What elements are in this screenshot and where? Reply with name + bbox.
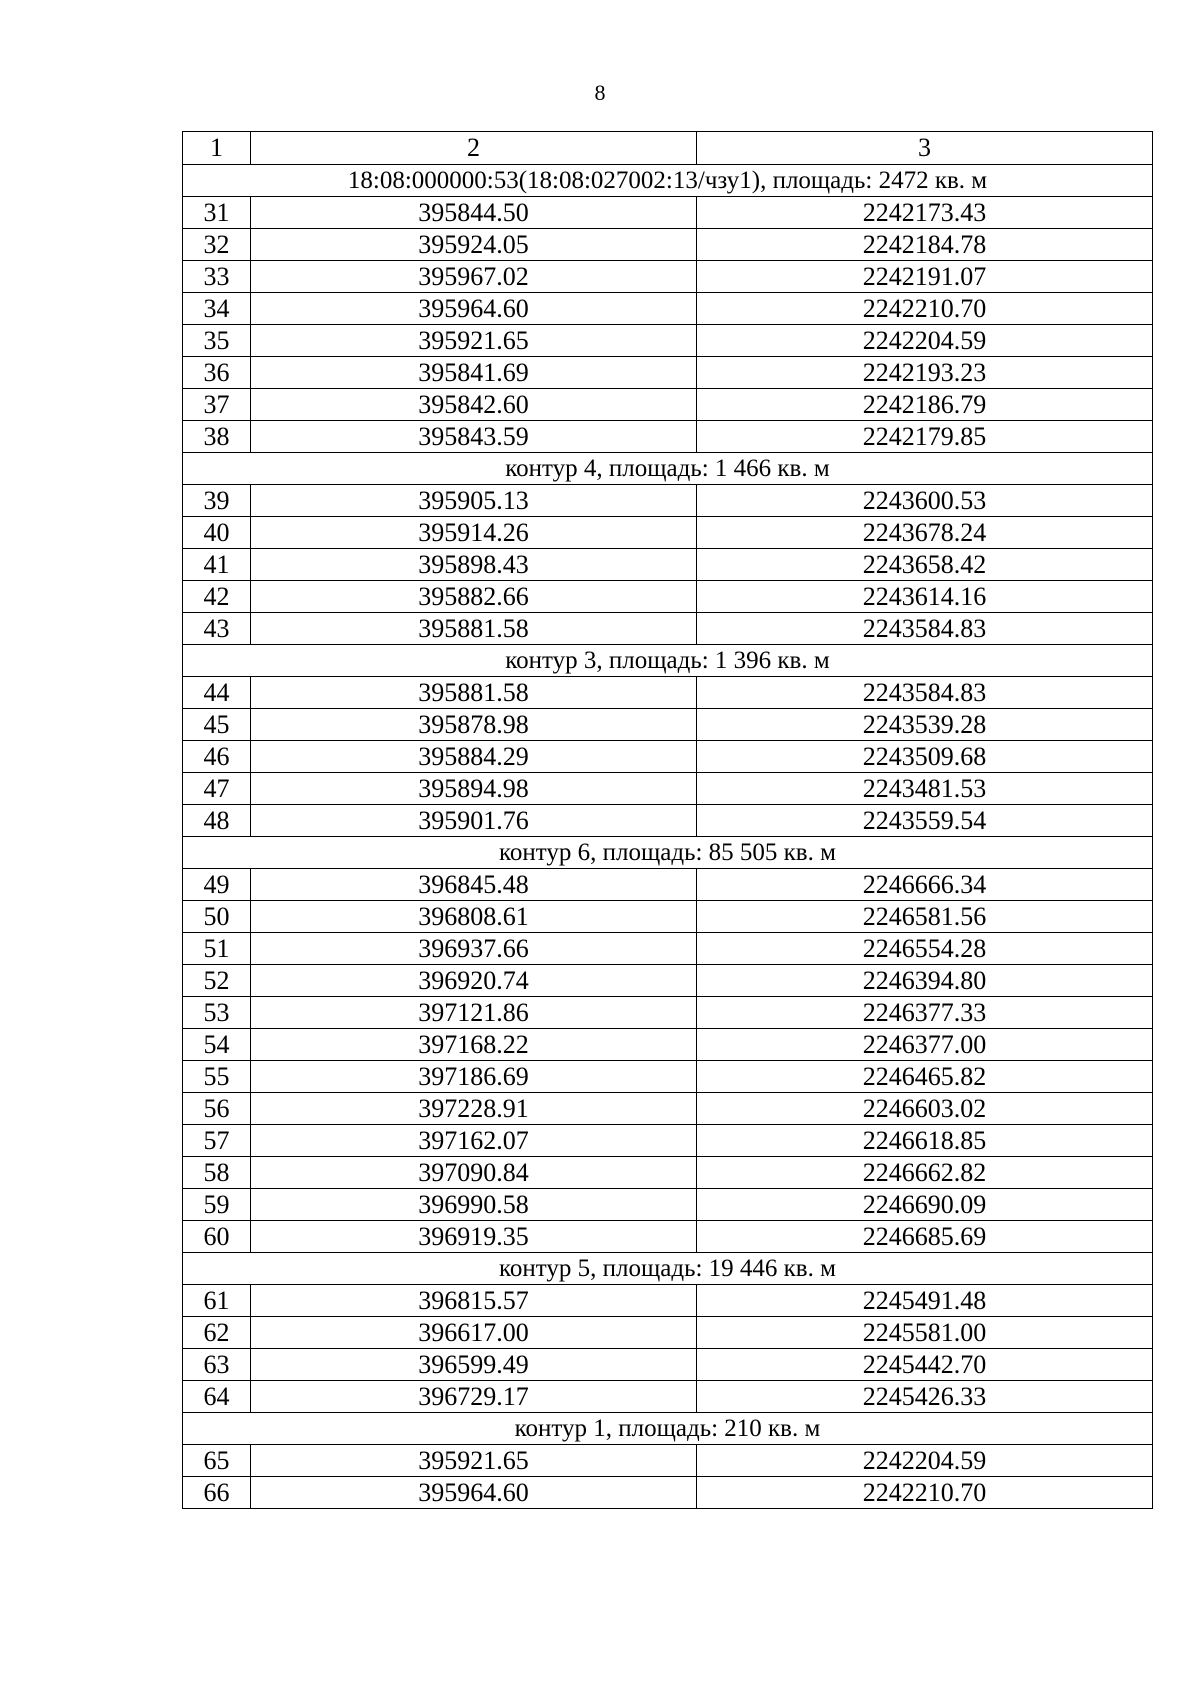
point-number-cell: 40: [183, 517, 251, 549]
column-header-y: 3: [697, 132, 1153, 165]
coordinates-table-body: [183, 132, 1153, 1509]
x-coordinate-cell: 395878.98: [251, 709, 697, 741]
y-coordinate-cell: 2246377.00: [697, 1029, 1153, 1061]
point-number-cell: 49: [183, 869, 251, 901]
x-coordinate-cell: 395881.58: [251, 613, 697, 645]
table-row: [183, 1381, 1153, 1413]
x-coordinate-cell: 396937.66: [251, 933, 697, 965]
table-row: [183, 997, 1153, 1029]
point-number-cell: 35: [183, 325, 251, 357]
y-coordinate-cell: 2243559.54: [697, 805, 1153, 837]
x-coordinate-cell: 395841.69: [251, 357, 697, 389]
y-coordinate-cell: 2246554.28: [697, 933, 1153, 965]
point-number-cell: 57: [183, 1125, 251, 1157]
point-number-cell: 38: [183, 421, 251, 453]
table-row: [183, 1029, 1153, 1061]
y-coordinate-cell: 2242173.43: [697, 197, 1153, 229]
point-number-cell: 54: [183, 1029, 251, 1061]
y-coordinate-cell: 2243584.83: [697, 677, 1153, 709]
column-header-point-number: 1: [183, 132, 251, 165]
section-title: контур 5, площадь: 19 446 кв. м: [183, 1253, 1153, 1285]
y-coordinate-cell: 2243614.16: [697, 581, 1153, 613]
y-coordinate-cell: 2245581.00: [697, 1317, 1153, 1349]
x-coordinate-cell: 397090.84: [251, 1157, 697, 1189]
y-coordinate-cell: 2242210.70: [697, 293, 1153, 325]
y-coordinate-cell: 2245491.48: [697, 1285, 1153, 1317]
table-row: [183, 1445, 1153, 1477]
x-coordinate-cell: 396920.74: [251, 965, 697, 997]
point-number-cell: 43: [183, 613, 251, 645]
point-number-cell: 44: [183, 677, 251, 709]
table-row: [183, 197, 1153, 229]
table-row: [183, 549, 1153, 581]
x-coordinate-cell: 395924.05: [251, 229, 697, 261]
column-header-x: 2: [251, 132, 697, 165]
y-coordinate-cell: 2246690.09: [697, 1189, 1153, 1221]
x-coordinate-cell: 396599.49: [251, 1349, 697, 1381]
y-coordinate-cell: 2242191.07: [697, 261, 1153, 293]
y-coordinate-cell: 2245426.33: [697, 1381, 1153, 1413]
point-number-cell: 56: [183, 1093, 251, 1125]
y-coordinate-cell: 2243481.53: [697, 773, 1153, 805]
section-title: контур 6, площадь: 85 505 кв. м: [183, 837, 1153, 869]
y-coordinate-cell: 2242184.78: [697, 229, 1153, 261]
x-coordinate-cell: 395964.60: [251, 293, 697, 325]
x-coordinate-cell: 396808.61: [251, 901, 697, 933]
x-coordinate-cell: 396990.58: [251, 1189, 697, 1221]
x-coordinate-cell: 397168.22: [251, 1029, 697, 1061]
x-coordinate-cell: 395894.98: [251, 773, 697, 805]
point-number-cell: 48: [183, 805, 251, 837]
table-row: [183, 933, 1153, 965]
point-number-cell: 33: [183, 261, 251, 293]
table-row: [183, 613, 1153, 645]
x-coordinate-cell: 395905.13: [251, 485, 697, 517]
y-coordinate-cell: 2242179.85: [697, 421, 1153, 453]
point-number-cell: 41: [183, 549, 251, 581]
x-coordinate-cell: 396919.35: [251, 1221, 697, 1253]
y-coordinate-cell: 2246377.33: [697, 997, 1153, 1029]
y-coordinate-cell: 2242193.23: [697, 357, 1153, 389]
table-row: [183, 709, 1153, 741]
x-coordinate-cell: 397121.86: [251, 997, 697, 1029]
table-row: [183, 357, 1153, 389]
y-coordinate-cell: 2243539.28: [697, 709, 1153, 741]
section-title-row: [183, 1413, 1153, 1445]
table-row: [183, 261, 1153, 293]
x-coordinate-cell: 395882.66: [251, 581, 697, 613]
table-row: [183, 677, 1153, 709]
table-row: [183, 1125, 1153, 1157]
y-coordinate-cell: 2246581.56: [697, 901, 1153, 933]
page-number: 8: [594, 80, 606, 105]
x-coordinate-cell: 395914.26: [251, 517, 697, 549]
point-number-cell: 62: [183, 1317, 251, 1349]
y-coordinate-cell: 2243678.24: [697, 517, 1153, 549]
y-coordinate-cell: 2242186.79: [697, 389, 1153, 421]
table-header-row: [183, 132, 1153, 165]
table-row: [183, 389, 1153, 421]
section-title: контур 4, площадь: 1 466 кв. м: [183, 453, 1153, 485]
x-coordinate-cell: 397228.91: [251, 1093, 697, 1125]
table-row: [183, 1285, 1153, 1317]
y-coordinate-cell: 2242204.59: [697, 1445, 1153, 1477]
section-title-row: [183, 165, 1153, 197]
y-coordinate-cell: 2243658.42: [697, 549, 1153, 581]
table-row: [183, 1477, 1153, 1509]
x-coordinate-cell: 396617.00: [251, 1317, 697, 1349]
point-number-cell: 53: [183, 997, 251, 1029]
table-row: [183, 1189, 1153, 1221]
point-number-cell: 39: [183, 485, 251, 517]
x-coordinate-cell: 395881.58: [251, 677, 697, 709]
point-number-cell: 55: [183, 1061, 251, 1093]
table-row: [183, 293, 1153, 325]
table-row: [183, 741, 1153, 773]
point-number-cell: 42: [183, 581, 251, 613]
x-coordinate-cell: 395842.60: [251, 389, 697, 421]
point-number-cell: 47: [183, 773, 251, 805]
section-title-row: [183, 837, 1153, 869]
table-row: [183, 229, 1153, 261]
table-row: [183, 869, 1153, 901]
section-title: контур 1, площадь: 210 кв. м: [183, 1413, 1153, 1445]
section-title: контур 3, площадь: 1 396 кв. м: [183, 645, 1153, 677]
point-number-cell: 32: [183, 229, 251, 261]
table-row: [183, 965, 1153, 997]
x-coordinate-cell: 395901.76: [251, 805, 697, 837]
point-number-cell: 50: [183, 901, 251, 933]
x-coordinate-cell: 395964.60: [251, 1477, 697, 1509]
x-coordinate-cell: 395921.65: [251, 1445, 697, 1477]
table-row: [183, 581, 1153, 613]
table-row: [183, 901, 1153, 933]
table-row: [183, 1061, 1153, 1093]
y-coordinate-cell: 2242210.70: [697, 1477, 1153, 1509]
point-number-cell: 52: [183, 965, 251, 997]
y-coordinate-cell: 2243509.68: [697, 741, 1153, 773]
point-number-cell: 36: [183, 357, 251, 389]
point-number-cell: 61: [183, 1285, 251, 1317]
table-row: [183, 773, 1153, 805]
point-number-cell: 51: [183, 933, 251, 965]
point-number-cell: 37: [183, 389, 251, 421]
point-number-cell: 66: [183, 1477, 251, 1509]
y-coordinate-cell: 2246685.69: [697, 1221, 1153, 1253]
point-number-cell: 34: [183, 293, 251, 325]
y-coordinate-cell: 2243600.53: [697, 485, 1153, 517]
section-title-row: [183, 645, 1153, 677]
y-coordinate-cell: 2246394.80: [697, 965, 1153, 997]
point-number-cell: 46: [183, 741, 251, 773]
point-number-cell: 65: [183, 1445, 251, 1477]
table-row: [183, 805, 1153, 837]
y-coordinate-cell: 2246618.85: [697, 1125, 1153, 1157]
y-coordinate-cell: 2246465.82: [697, 1061, 1153, 1093]
table-row: [183, 1317, 1153, 1349]
section-title-row: [183, 1253, 1153, 1285]
table-row: [183, 421, 1153, 453]
point-number-cell: 60: [183, 1221, 251, 1253]
section-title: 18:08:000000:53(18:08:027002:13/чзу1), площадь: 2472 кв. м: [183, 165, 1153, 197]
table-row: [183, 1221, 1153, 1253]
y-coordinate-cell: 2246603.02: [697, 1093, 1153, 1125]
x-coordinate-cell: 395843.59: [251, 421, 697, 453]
y-coordinate-cell: 2246666.34: [697, 869, 1153, 901]
point-number-cell: 59: [183, 1189, 251, 1221]
x-coordinate-cell: 395844.50: [251, 197, 697, 229]
x-coordinate-cell: 396815.57: [251, 1285, 697, 1317]
y-coordinate-cell: 2245442.70: [697, 1349, 1153, 1381]
table-row: [183, 485, 1153, 517]
table-row: [183, 1093, 1153, 1125]
x-coordinate-cell: 397162.07: [251, 1125, 697, 1157]
point-number-cell: 58: [183, 1157, 251, 1189]
x-coordinate-cell: 396729.17: [251, 1381, 697, 1413]
table-row: [183, 325, 1153, 357]
point-number-cell: 31: [183, 197, 251, 229]
x-coordinate-cell: 395884.29: [251, 741, 697, 773]
coordinates-table: [182, 131, 1153, 1509]
point-number-cell: 45: [183, 709, 251, 741]
x-coordinate-cell: 395967.02: [251, 261, 697, 293]
point-number-cell: 63: [183, 1349, 251, 1381]
table-row: [183, 1349, 1153, 1381]
x-coordinate-cell: 396845.48: [251, 869, 697, 901]
table-row: [183, 1157, 1153, 1189]
x-coordinate-cell: 395921.65: [251, 325, 697, 357]
x-coordinate-cell: 395898.43: [251, 549, 697, 581]
table-row: [183, 517, 1153, 549]
y-coordinate-cell: 2243584.83: [697, 613, 1153, 645]
y-coordinate-cell: 2242204.59: [697, 325, 1153, 357]
section-title-row: [183, 453, 1153, 485]
y-coordinate-cell: 2246662.82: [697, 1157, 1153, 1189]
x-coordinate-cell: 397186.69: [251, 1061, 697, 1093]
point-number-cell: 64: [183, 1381, 251, 1413]
